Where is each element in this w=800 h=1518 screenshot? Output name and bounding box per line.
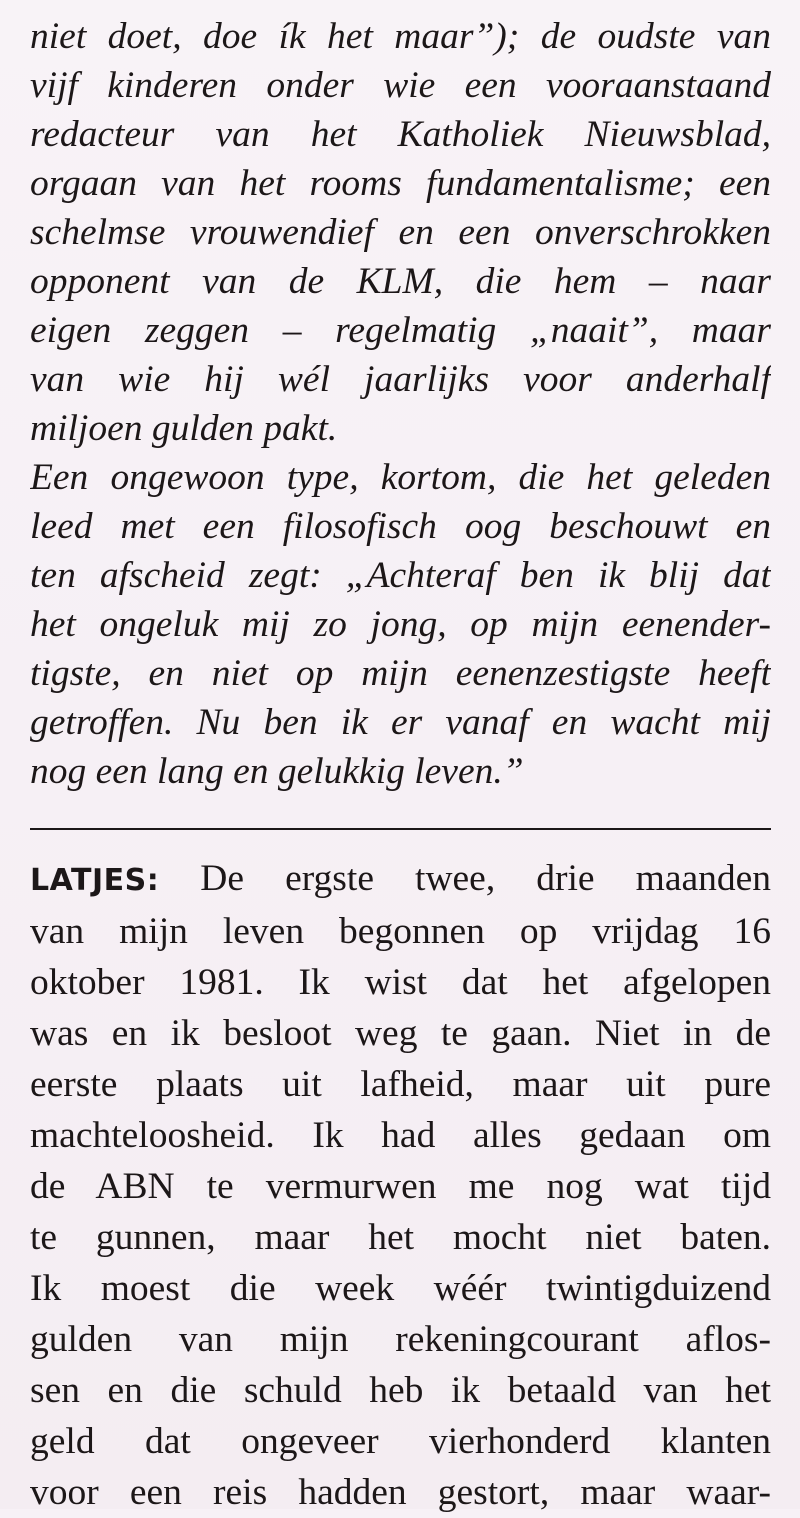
text-line: gulden van mijn rekeningcourant aflos- bbox=[30, 1319, 771, 1360]
text-line: voor een reis hadden gestort, maar waar- bbox=[30, 1472, 771, 1513]
section-heading: LATJES: bbox=[30, 863, 160, 898]
text-line: eigen zeggen – regelmatig „naait”, maar bbox=[30, 310, 771, 351]
text-line: te gunnen, maar het mocht niet baten. bbox=[30, 1217, 771, 1258]
text-line: sen en die schuld heb ik betaald van het bbox=[30, 1370, 771, 1411]
text-line: was en ik besloot weg te gaan. Niet in de bbox=[30, 1013, 771, 1054]
text-line: eerste plaats uit lafheid, maar uit pure bbox=[30, 1064, 771, 1105]
text-line: van mijn leven begonnen op vrijdag 16 bbox=[30, 911, 771, 952]
text-line: oktober 1981. Ik wist dat het afgelopen bbox=[30, 962, 771, 1003]
text-line: ten afscheid zegt: „Achteraf ben ik blij dat bbox=[30, 555, 771, 596]
text-line: machteloosheid. Ik had alles gedaan om bbox=[30, 1115, 771, 1156]
italic-paragraph bbox=[30, 12, 771, 796]
text-line: schelmse vrouwendief en een onverschrokken bbox=[30, 212, 771, 253]
text-line: Ik moest die week wéér twintigduizend bbox=[30, 1268, 771, 1309]
text-line: getroffen. Nu ben ik er vanaf en wacht mij bbox=[30, 702, 771, 743]
body-paragraph bbox=[30, 853, 771, 1518]
text-line: leed met een filosofisch oog beschouwt en bbox=[30, 506, 771, 547]
text-line: opponent van de KLM, die hem – naar bbox=[30, 261, 771, 302]
text-line: tigste, en niet op mijn eenenzestigste heeft bbox=[30, 653, 771, 694]
text-line: Een ongewoon type, kortom, die het geleden bbox=[30, 457, 771, 498]
text-line: nog een lang en gelukkig leven.” bbox=[30, 751, 524, 792]
first-text-line bbox=[30, 853, 771, 906]
section-divider bbox=[30, 828, 771, 830]
text-line: het ongeluk mij zo jong, op mijn eenender- bbox=[30, 604, 771, 645]
text-line: van wie hij wél jaarlijks voor anderhalf bbox=[30, 359, 771, 400]
text-line: vijf kinderen onder wie een vooraanstaand bbox=[30, 65, 771, 106]
text-line: redacteur van het Katholiek Nieuwsblad, bbox=[30, 114, 771, 155]
text-line: miljoen gulden pakt. bbox=[30, 408, 338, 449]
text-line: orgaan van het rooms fundamentalisme; een bbox=[30, 163, 771, 204]
text-line: de ABN te vermurwen me nog wat tijd bbox=[30, 1166, 771, 1207]
first-line-text: De ergste twee, drie maanden bbox=[159, 858, 771, 899]
text-line: niet doet, doe ík het maar”); de oudste van bbox=[30, 16, 771, 57]
text-line: geld dat ongeveer vierhonderd klanten bbox=[30, 1421, 771, 1462]
